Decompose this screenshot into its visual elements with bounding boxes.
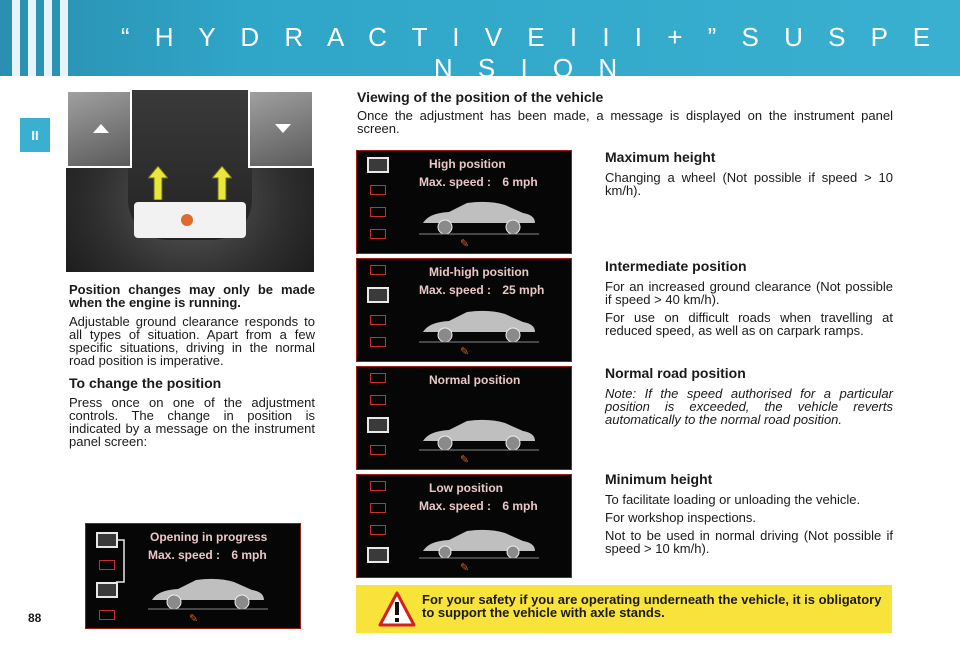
screen-level-icon (370, 315, 386, 325)
raise-control-inset (66, 90, 132, 168)
car-icon (419, 525, 539, 559)
section-heading: Minimum height (605, 471, 713, 487)
section-normal-road-position (605, 367, 893, 431)
pointer-arrow-icon (148, 166, 168, 200)
change-position-heading: To change the position (69, 375, 222, 391)
screen-level-icon (370, 445, 386, 455)
car-icon (419, 201, 539, 235)
warning-triangle-icon (378, 591, 416, 627)
section-heading: Normal road position (605, 365, 746, 381)
header-stripes (0, 0, 80, 76)
section-intermediate-position (605, 260, 893, 342)
screen-level-icon (370, 373, 386, 383)
hazard-button-icon (181, 214, 193, 226)
screen-level-icon (370, 265, 386, 275)
screen-opening-in-progress (85, 523, 301, 629)
screen-high-position (356, 150, 572, 254)
pencil-icon: ✎ (189, 613, 199, 625)
page-header (0, 0, 960, 83)
screen-level-icon (367, 547, 389, 563)
pencil-icon: ✎ (460, 454, 470, 466)
section-heading: Maximum height (605, 149, 716, 165)
screen-level-icon (370, 337, 386, 347)
section-text: Changing a wheel (Not possible if speed > 10 km/h). (605, 170, 893, 198)
screen-level-icon (370, 481, 386, 491)
screen-normal-position (356, 366, 572, 470)
screen-title: Low position (429, 481, 503, 495)
screen-title: High position (429, 157, 506, 171)
section-note: Note: If the speed authorised for a particular position is exceeded, the vehicle reverts automatically to the normal road position. (605, 386, 893, 427)
screen-level-icon (367, 417, 389, 433)
change-position-text: Press once on one of the adjustment controls. The change in position is indicated by a message on the instrument panel screen: (69, 395, 315, 449)
screen-speed: Max. speed : 6 mph (419, 175, 538, 189)
screen-level-icon (370, 185, 386, 195)
section-heading: Intermediate position (605, 258, 747, 274)
screen-level-icon (96, 532, 118, 548)
section-text: For use on difficult roads when travelling at reduced speed, as well as on carpark ramps. (605, 310, 893, 338)
screen-level-icon (370, 525, 386, 535)
arrow-down-icon (275, 124, 291, 133)
transition-bracket-icon (116, 536, 128, 586)
screen-level-icon (370, 229, 386, 239)
pencil-icon: ✎ (460, 346, 470, 358)
screen-level-icon (370, 395, 386, 405)
screen-speed: Max. speed : 6 mph (419, 499, 538, 513)
screen-title: Opening in progress (150, 530, 268, 544)
screen-low-position (356, 474, 572, 578)
control-photo (66, 90, 314, 272)
pointer-arrow-icon (212, 166, 232, 200)
section-text: Not to be used in normal driving (Not possible if speed > 10 km/h). (605, 528, 893, 556)
page-number: 88 (28, 611, 42, 625)
screen-speed: Max. speed : 6 mph (148, 548, 267, 562)
screen-level-icon (96, 582, 118, 598)
engine-running-note: Position changes may only be made when the engine is running. (69, 282, 315, 310)
viewing-heading: Viewing of the position of the vehicle (357, 89, 604, 105)
screen-level-icon (367, 157, 389, 173)
screen-mid-high-position (356, 258, 572, 362)
car-icon (419, 417, 539, 451)
pencil-icon: ✎ (460, 562, 470, 574)
chapter-tab: II (20, 118, 50, 152)
left-column (69, 283, 315, 454)
section-text: For workshop inspections. (605, 510, 757, 525)
section-text: To facilitate loading or unloading the vehicle. (605, 492, 861, 507)
screen-level-icon (370, 503, 386, 513)
safety-warning-text: For your safety if you are operating underneath the vehicle, it is obligatory to support the vehicle with axle stands. (422, 592, 882, 620)
section-maximum-height (605, 151, 893, 202)
screen-level-icon (99, 560, 115, 570)
screen-title: Normal position (429, 373, 521, 387)
section-text: For an increased ground clearance (Not possible if speed > 40 km/h). (605, 279, 893, 307)
screen-level-icon (99, 610, 115, 620)
screen-title: Mid-high position (429, 265, 529, 279)
car-icon (419, 309, 539, 343)
viewing-text: Once the adjustment has been made, a message is displayed on the instrument panel screen. (357, 108, 893, 136)
car-icon (148, 576, 268, 610)
arrow-up-icon (93, 124, 109, 133)
safety-warning-box (356, 585, 892, 633)
pencil-icon: ✎ (460, 238, 470, 250)
screen-speed: Max. speed : 25 mph (419, 283, 545, 297)
clearance-paragraph: Adjustable ground clearance responds to all types of situation. Apart from a few specific situations, driving in the normal road position is imperative. (69, 314, 315, 368)
section-minimum-height (605, 473, 893, 560)
screen-level-icon (370, 207, 386, 217)
screen-level-icon (367, 287, 389, 303)
page-title: “ H Y D R A C T I V E I I I + ” S U S P E N S I O N (120, 22, 940, 83)
lower-control-inset (248, 90, 314, 168)
